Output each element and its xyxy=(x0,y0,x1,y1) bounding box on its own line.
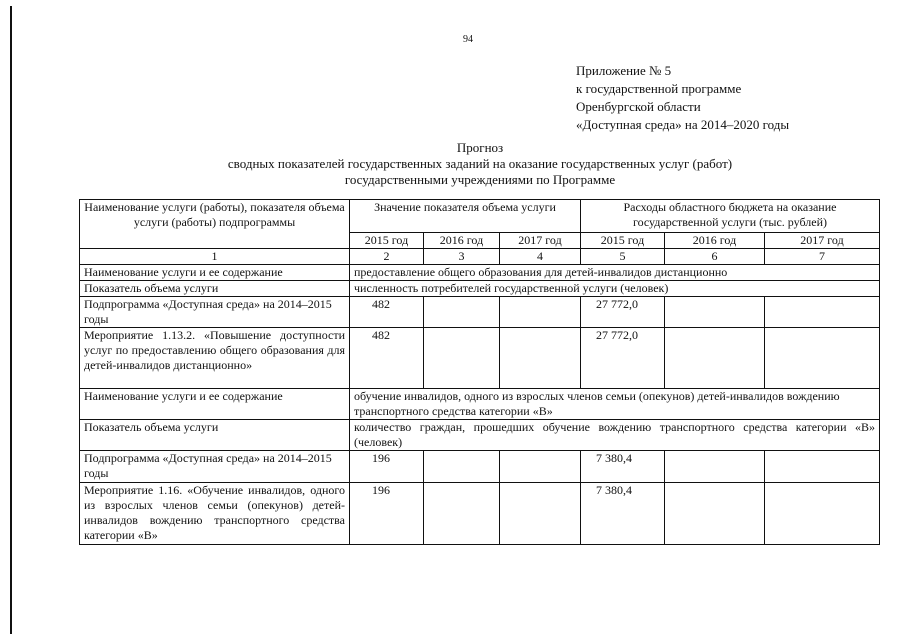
column-index: 3 xyxy=(424,249,500,265)
column-index: 7 xyxy=(765,249,880,265)
volume-2016 xyxy=(424,451,500,483)
appendix-line: Оренбургской области xyxy=(576,99,701,114)
volume-2016 xyxy=(424,297,500,328)
column-index: 4 xyxy=(500,249,581,265)
volume-2017 xyxy=(500,483,581,545)
header-year: 2017 год xyxy=(765,233,880,249)
volume-2017 xyxy=(500,451,581,483)
page-number: 94 xyxy=(463,34,473,45)
volume-2016 xyxy=(424,328,500,389)
header-year: 2016 год xyxy=(665,233,765,249)
row-label: Подпрограмма «Доступная среда» на 2014–2015 годы xyxy=(80,297,350,328)
column-index-row xyxy=(80,249,880,265)
indicator-row xyxy=(80,281,880,297)
document-title xyxy=(80,140,880,188)
row-label: Подпрограмма «Доступная среда» на 2014–2015 годы xyxy=(80,451,350,483)
expense-2015: 27 772,0 xyxy=(581,328,665,389)
volume-2017 xyxy=(500,328,581,389)
column-index: 2 xyxy=(350,249,424,265)
row-label: Мероприятие 1.16. «Обучение инвалидов, одного из взрослых членов семьи (опекунов) детей-инвалидов вождению транспортного средства категории «В» xyxy=(80,483,350,545)
service-name-value: предоставление общего образования для детей-инвалидов дистанционно xyxy=(350,265,880,281)
header-expense-group: Расходы областного бюджета на оказание государственной услуги (тыс. рублей) xyxy=(581,200,880,233)
column-index: 1 xyxy=(80,249,350,265)
expense-2017 xyxy=(765,328,880,389)
appendix-note xyxy=(576,62,789,134)
volume-2015: 482 xyxy=(350,328,424,389)
table-row xyxy=(80,451,880,483)
volume-2016 xyxy=(424,483,500,545)
row-label: Мероприятие 1.13.2. «Повышение доступности услуг по предоставлению общего образования для детей-инвалидов дистанционно» xyxy=(80,328,350,389)
service-name-label: Наименование услуги и ее содержание xyxy=(80,389,350,420)
expense-2015: 27 772,0 xyxy=(581,297,665,328)
expense-2015: 7 380,4 xyxy=(581,483,665,545)
expense-2016 xyxy=(665,483,765,545)
volume-2015: 482 xyxy=(350,297,424,328)
service-name-row xyxy=(80,265,880,281)
service-name-label: Наименование услуги и ее содержание xyxy=(80,265,350,281)
table-row xyxy=(80,328,880,389)
indicator-label: Показатель объема услуги xyxy=(80,281,350,297)
header-volume-group: Значение показателя объема услуги xyxy=(350,200,581,233)
header-year: 2016 год xyxy=(424,233,500,249)
table-row xyxy=(80,483,880,545)
indicator-value: численность потребителей государственной услуги (человек) xyxy=(350,281,880,297)
indicator-label: Показатель объема услуги xyxy=(80,420,350,451)
expense-2015: 7 380,4 xyxy=(581,451,665,483)
title-line: государственными учреждениями по Программе xyxy=(344,172,616,187)
header-year: 2015 год xyxy=(581,233,665,249)
appendix-line: Приложение № 5 xyxy=(576,63,672,78)
expense-2017 xyxy=(765,451,880,483)
volume-2015: 196 xyxy=(350,451,424,483)
expense-2017 xyxy=(765,483,880,545)
expense-2016 xyxy=(665,297,765,328)
column-index: 6 xyxy=(665,249,765,265)
header-year: 2017 год xyxy=(500,233,581,249)
column-index: 5 xyxy=(581,249,665,265)
service-name-value: обучение инвалидов, одного из взрослых членов семьи (опекунов) детей-инвалидов вождению транспортного средства категории «В» xyxy=(350,389,880,420)
expense-2016 xyxy=(665,451,765,483)
forecast-table xyxy=(79,199,880,545)
service-name-row xyxy=(80,389,880,420)
header-row xyxy=(80,200,880,233)
appendix-line: к государственной программе xyxy=(576,81,742,96)
appendix-line: «Доступная среда» на 2014–2020 годы xyxy=(576,117,790,132)
page-margin-line xyxy=(10,6,12,634)
indicator-value: количество граждан, прошедших обучение вождению транспортного средства категории «В» (человек) xyxy=(350,420,880,451)
volume-2015: 196 xyxy=(350,483,424,545)
header-service-name: Наименование услуги (работы), показателя объема услуги (работы) подпрограммы xyxy=(80,200,350,249)
title-line: сводных показателей государственных заданий на оказание государственных услуг (работ) xyxy=(227,156,733,171)
header-year: 2015 год xyxy=(350,233,424,249)
volume-2017 xyxy=(500,297,581,328)
expense-2016 xyxy=(665,328,765,389)
table-row xyxy=(80,297,880,328)
indicator-row xyxy=(80,420,880,451)
expense-2017 xyxy=(765,297,880,328)
title-line: Прогноз xyxy=(456,140,504,155)
